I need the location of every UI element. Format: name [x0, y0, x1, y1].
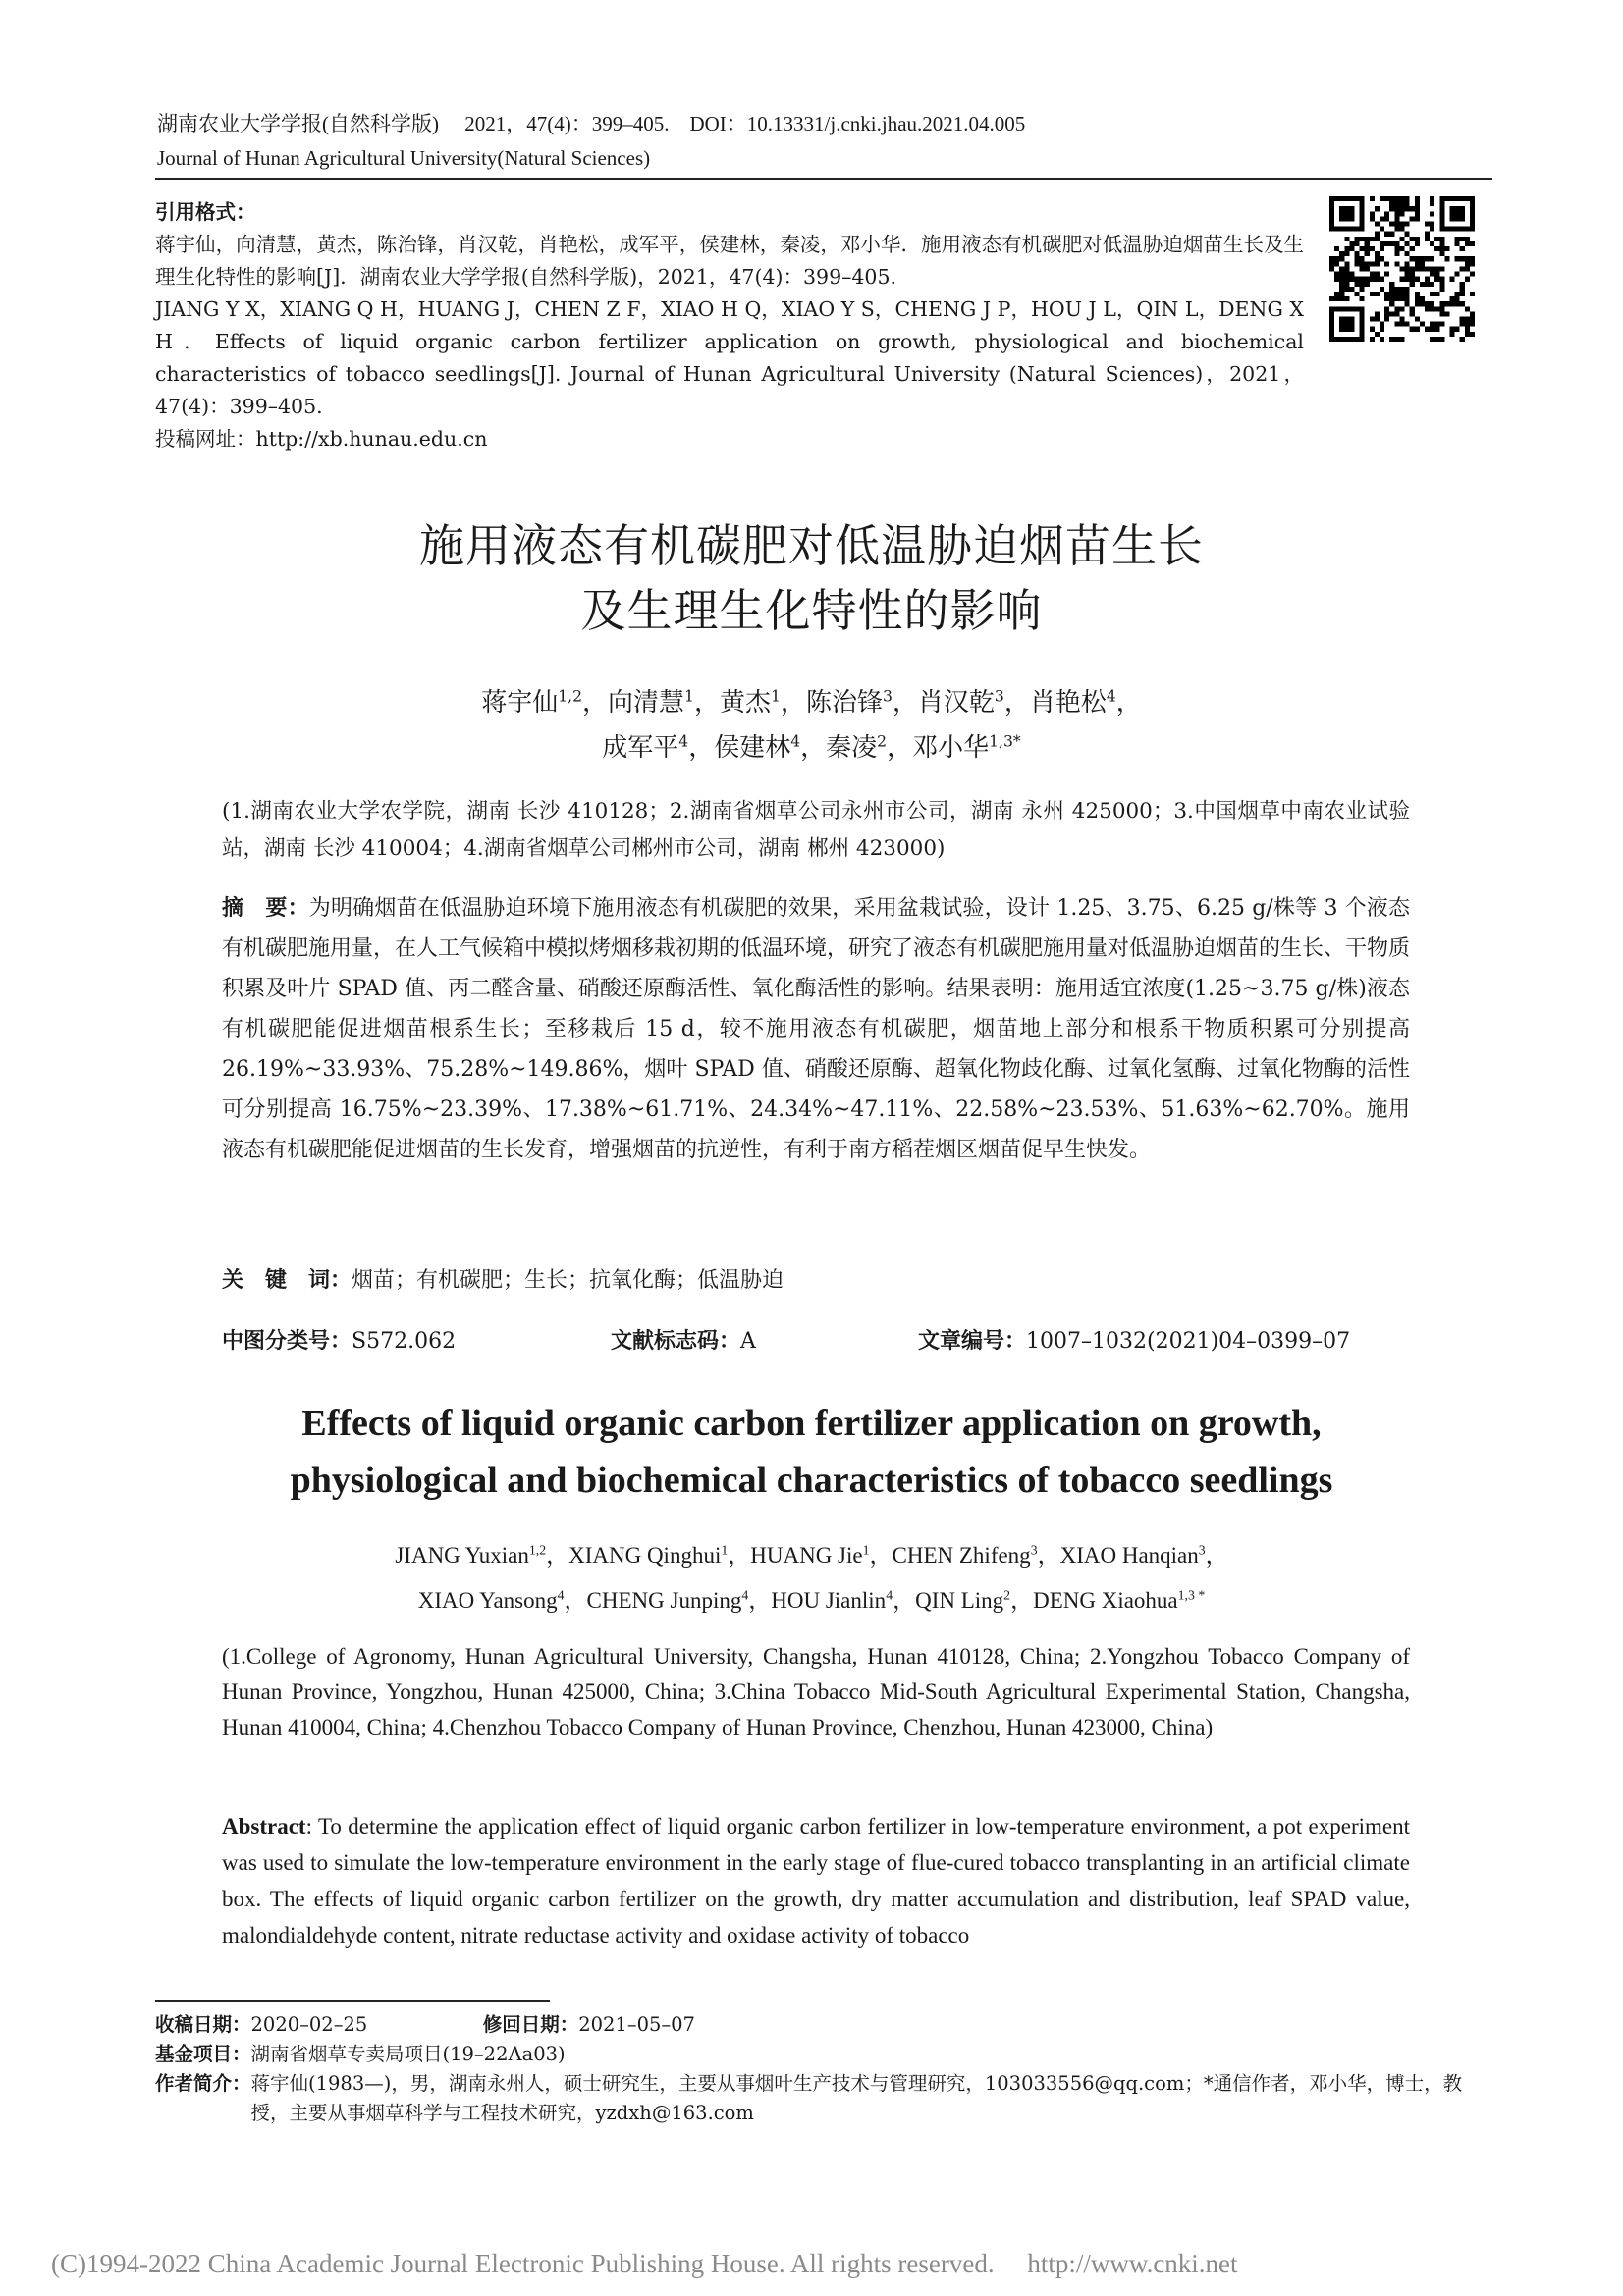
author-affiliation-mark: 3: [882, 687, 893, 706]
author-affiliation-mark: 1: [862, 1542, 870, 1558]
author-name-text: CHEN Zhifeng: [892, 1543, 1031, 1568]
author-name-text: 向清慧: [608, 688, 685, 718]
author-affiliation-mark: 1: [771, 687, 781, 706]
author-name: [806, 688, 893, 718]
author-name-text: 成军平: [602, 733, 679, 763]
author-affiliation-mark: 3: [994, 687, 1004, 706]
footnote-rule: [155, 2000, 550, 2002]
fund-label: 基金项目：: [155, 2043, 251, 2065]
author-affiliation-mark: 1,2: [558, 687, 583, 706]
bio-value: 蒋宇仙(1983—)，男，湖南永州人，硕士研究生，主要从事烟叶生产技术与管理研究，103033556@qq.com；*通信作者，邓小华，博士，教授，主要从事烟草科学与工程技术研究，yzdxh@163.com: [250, 2072, 1463, 2124]
abstract-en-text: : To determine the application effect of liquid organic carbon fertilizer in low-temperature environment, a pot experiment was used to simulate the low-temperature environment in the early stage of flue-cured tobacco transplanting in an artificial climate box. The effects of liquid organic carbon fertilizer on the growth, dry matter accumulation and distribution, leaf SPAD value, malondialdehyde content, nitrate reductase activity and oxidase activity of tobacco: [222, 1814, 1410, 1948]
fund-value: 湖南省烟草专卖局项目(19–22Aa03): [250, 2043, 566, 2065]
header-rule: [155, 178, 1492, 180]
title-en-line1: Effects of liquid organic carbon fertilizer application on growth,: [301, 1403, 1322, 1444]
received-value: 2020–02–25: [250, 2013, 368, 2036]
author-name-text: XIAO Hanqian: [1059, 1543, 1199, 1568]
clc-value: S572.062: [352, 1329, 457, 1354]
qr-code-icon: [1329, 196, 1475, 342]
article-number-label: 文章编号：: [918, 1329, 1027, 1354]
author-name: [568, 1543, 728, 1568]
author-name-text: XIANG Qinghui: [568, 1543, 722, 1568]
article-number: [918, 1324, 1350, 1360]
author-name-text: 邓小华: [912, 733, 990, 763]
author-name: [771, 1588, 893, 1613]
author-affiliation-mark: 1,3 *: [1177, 1587, 1206, 1603]
author-name: [602, 733, 688, 763]
author-affiliation-mark: 1,2: [528, 1542, 547, 1558]
doc-code-label: 文献标志码：: [611, 1329, 741, 1354]
clc-number: [222, 1324, 456, 1360]
author-affiliation-mark: 2: [877, 732, 888, 751]
abstract-cn: [222, 888, 1410, 1170]
citation-en: JIANG Y X，XIANG Q H，HUANG J，CHEN Z F，XIAO H Q，XIAO Y S，CHENG J P，HOU J L，QIN L，DENG X H．Effects of liquid organic carbon fertilizer application on growth, physiological and biochemical characteristics of tobacco seedlings[J]. Journal of Hunan Agricultural University (Natural Sciences)，2021，47(4)：399–405.: [155, 297, 1304, 418]
citation-label: 引用格式：: [155, 200, 256, 224]
copyright-notice: (C)1994-2022 China Academic Journal Electronic Publishing House. All rights reserved. http://www.cnki.net: [51, 2249, 1238, 2278]
submit-label: 投稿网址：: [155, 427, 256, 451]
author-name-text: 秦凌: [826, 733, 878, 763]
author-name: [720, 688, 781, 718]
author-name: [918, 688, 1004, 718]
author-affiliation-mark: 4: [557, 1587, 565, 1603]
author-affiliation-mark: 3: [1198, 1542, 1206, 1558]
author-name: [915, 1588, 1010, 1613]
journal-header-cn: 湖南农业大学学报(自然科学版) 2021，47(4)：399–405. DOI：10.13331/j.cnki.jhau.2021.04.005: [157, 112, 1026, 135]
author-affiliation-mark: 1: [721, 1542, 729, 1558]
author-affiliation-mark: 4: [741, 1587, 749, 1603]
fund-project: [155, 2040, 1492, 2069]
author-name-text: 陈治锋: [805, 688, 883, 718]
author-name-text: HOU Jianlin: [771, 1588, 887, 1613]
author-affiliation-mark: 4: [1106, 687, 1116, 706]
abstract-en-label: Abstract: [222, 1814, 306, 1839]
article-number-value: 1007–1032(2021)04–0399–07: [1026, 1329, 1351, 1354]
keywords-text: 烟苗；有机碳肥；生长；抗氧化酶；低温胁迫: [352, 1268, 784, 1293]
author-affiliation-mark: 1: [684, 687, 694, 706]
authors-cn-line1: 蒋宇仙$^{1,2}$，向清慧$^1$，黄杰$^1$，陈治锋$^3$，肖汉乾$^3$，肖艳松$^4$，: [481, 687, 1142, 718]
title-en-line2: physiological and biochemical characteristics of tobacco seedlings: [290, 1460, 1333, 1501]
received-label: 收稿日期：: [155, 2013, 251, 2036]
citation-block: [155, 196, 1304, 455]
keywords-label: 关 键 词：: [222, 1268, 352, 1293]
author-name-text: HUANG Jie: [750, 1543, 863, 1568]
author-affiliation-mark: 4: [678, 732, 689, 751]
author-name: [750, 1543, 869, 1568]
author-name: [912, 733, 1021, 763]
citation-cn: 蒋宇仙，向清慧，黄杰，陈治锋，肖汉乾，肖艳松，成军平，侯建林，秦凌，邓小华．施用液态有机碳肥对低温胁迫烟苗生长及生理生化特性的影响[J]．湖南农业大学学报(自然科学版)，2021，47(4)：399–405.: [155, 233, 1304, 289]
author-name: [608, 688, 694, 718]
clc-label: 中图分类号：: [222, 1329, 352, 1354]
author-name: [481, 688, 582, 718]
title-cn-line2: 及生理生化特性的影响: [580, 584, 1043, 637]
abstract-cn-text: 为明确烟苗在低温胁迫环境下施用液态有机碳肥的效果，采用盆栽试验，设计 1.25、3.75、6.25 g/株等 3 个液态有机碳肥施用量，在人工气候箱中模拟烤烟移栽初期的低温环境，研究了液态有机碳肥施用量对低温胁迫烟苗的生长、干物质积累及叶片 SPAD 值、丙二醛含量、硝酸还原酶活性、氧化酶活性的影响。结果表明：施用适宜浓度(1.25~3.75 g/株)液态有机碳肥能促进烟苗根系生长；至移栽后 15 d，较不施用液态有机碳肥，烟苗地上部分和根系干物质积累可分别提高 26.19%~33.93%、75.28%~149.86%，烟叶 SPAD 值、硝酸还原酶、超氧化物歧化酶、过氧化氢酶、过氧化物酶的活性可分别提高 16.75%~23.39%、17.38%~61.71%、24.34%~47.11%、22.58%~23.53%、51.63%~62.70%。施用液态有机碳肥能促进烟苗的生长发育，增强烟苗的抗逆性，有利于南方稻茬烟区烟苗促早生快发。: [222, 896, 1411, 1162]
author-bio: [155, 2069, 1492, 2128]
author-name-text: 肖艳松: [1029, 688, 1107, 718]
author-affiliation-mark: 4: [790, 732, 801, 751]
submit-url-link[interactable]: http://xb.hunau.edu.cn: [255, 427, 488, 451]
author-affiliation-mark: 3: [1030, 1542, 1038, 1558]
author-name-text: QIN Ling: [915, 1588, 1004, 1613]
author-name-text: 蒋宇仙: [481, 688, 559, 718]
author-name: [714, 733, 800, 763]
author-name: [826, 733, 887, 763]
author-name: [418, 1588, 565, 1613]
author-name: [1060, 1543, 1206, 1568]
keywords-cn: [222, 1262, 1410, 1300]
author-name: [1030, 688, 1116, 718]
author-affiliation-mark: 4: [886, 1587, 893, 1603]
authors-cn-line2: 成军平$^4$，侯建林$^4$，秦凌$^2$，邓小华$^{1,3*}$: [602, 732, 1021, 763]
author-name-text: XIAO Yansong: [417, 1588, 558, 1613]
authors-en-line1: JIANG Yuxian$^{1,2}$，XIANG Qinghui$^1$，HUANG Jie$^1$，CHEN Zhifeng$^3$，XIAO Hanqian$^3$，: [395, 1542, 1228, 1568]
revised-value: 2021–05–07: [578, 2013, 695, 2036]
author-name-text: DENG Xiaohua: [1033, 1588, 1178, 1613]
affiliation-cn: (1.湖南农业大学农学院，湖南 长沙 410128；2.湖南省烟草公司永州市公司，湖南 永州 425000；3.中国烟草中南农业试验站，湖南 长沙 410004；4.湖南省烟草公司郴州市公司，湖南 郴州 423000): [222, 799, 1410, 861]
abstract-en: [222, 1808, 1410, 1953]
author-name: [587, 1588, 749, 1613]
author-name-text: 侯建林: [714, 733, 791, 763]
bio-label: 作者简介：: [155, 2072, 251, 2095]
author-name-text: CHENG Junping: [586, 1588, 742, 1613]
affiliation-en: (1.College of Agronomy, Hunan Agricultural University, Changsha, Hunan 410128, China; 2.Yongzhou Tobacco Company of Hunan Province, Yongzhou, Hunan 425000, China; 3.China Tobacco Mid-South Agricultural Experimental Station, Changsha, Hunan 410004, China; 4.Chenzhou Tobacco Company of Hunan Province, Chenzhou, Hunan 423000, China): [222, 1644, 1410, 1739]
doc-code-value: A: [740, 1329, 756, 1354]
title-cn-line1: 施用液态有机碳肥对低温胁迫烟苗生长: [419, 519, 1204, 572]
author-name-text: 黄杰: [719, 688, 771, 718]
author-affiliation-mark: 2: [1003, 1587, 1011, 1603]
author-affiliation-mark: 1,3*: [989, 732, 1021, 751]
author-name: [893, 1543, 1038, 1568]
abstract-cn-label: 摘 要：: [222, 896, 309, 921]
received-revised-dates: [155, 2010, 1492, 2040]
author-name: [1033, 1588, 1205, 1613]
author-name-text: 肖汉乾: [917, 688, 995, 718]
journal-header-en: Journal of Hunan Agricultural University(Natural Sciences): [157, 146, 651, 170]
document-code: [611, 1324, 756, 1360]
author-name-text: JIANG Yuxian: [395, 1543, 529, 1568]
revised-label: 修回日期：: [482, 2013, 579, 2036]
author-name: [395, 1543, 546, 1568]
authors-en-line2: XIAO Yansong$^4$，CHENG Junping$^4$，HOU Jianlin$^4$，QIN Ling$^2$，DENG Xiaohua$^{1,3 *}$: [417, 1587, 1206, 1613]
